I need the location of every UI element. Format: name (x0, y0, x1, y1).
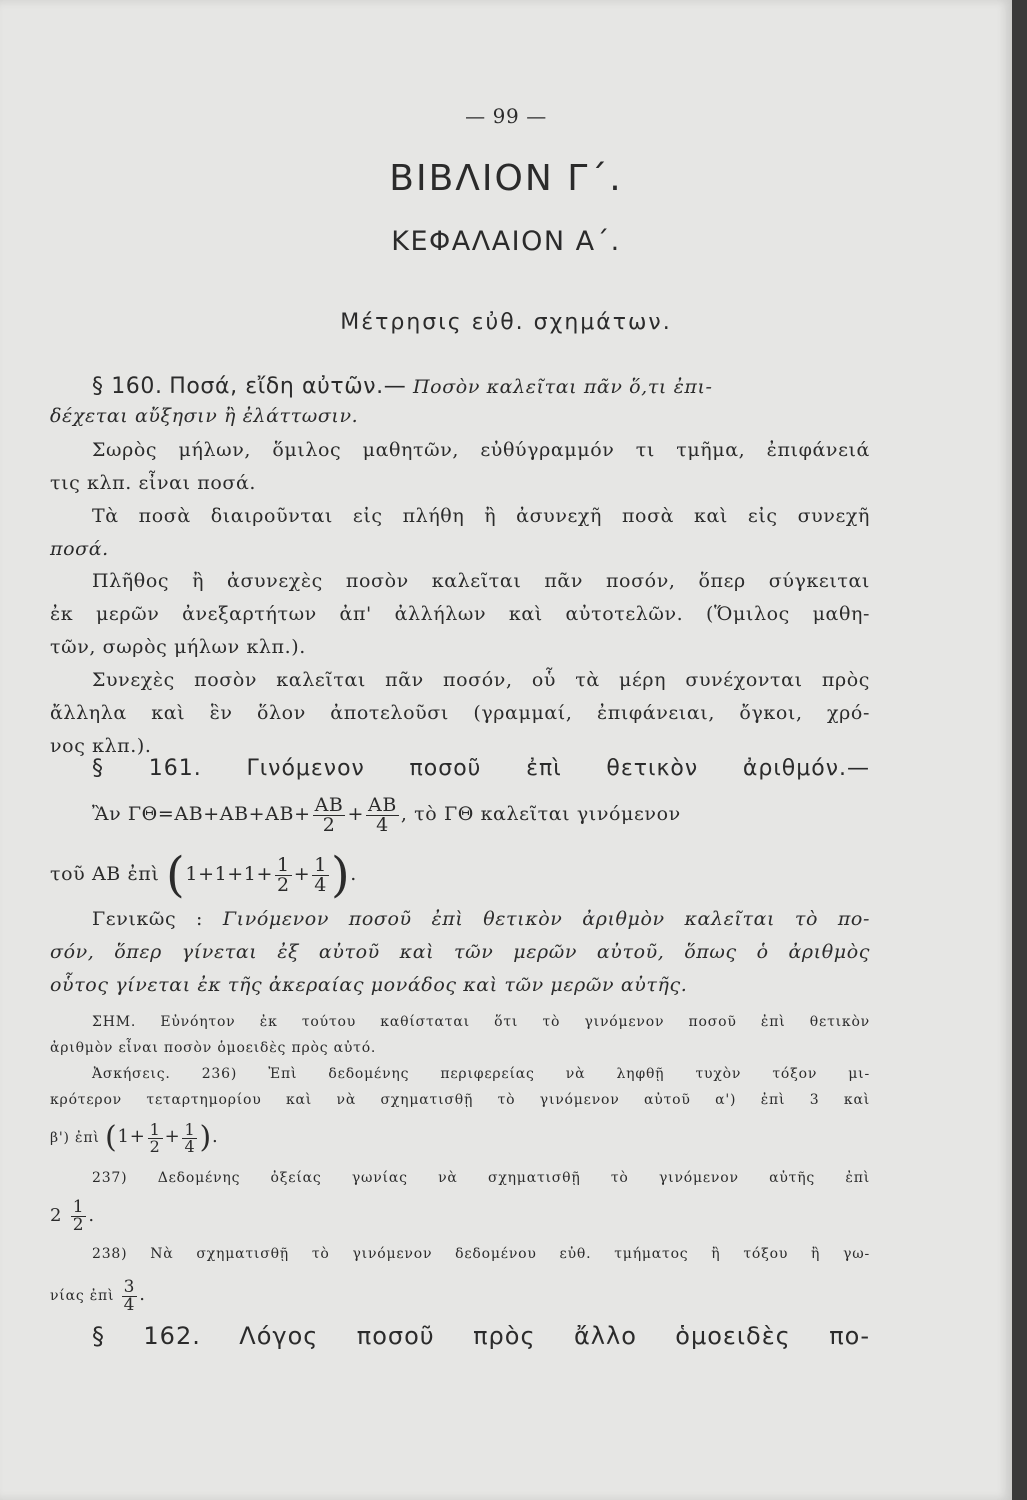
plus-sign: + (347, 803, 365, 825)
paragraph-line: Τὰ ποσὰ διαιροῦνται εἰς πλήθη ἢ ἀσυνεχῆ ποσὰ καὶ εἰς συνεχῆ (92, 505, 870, 527)
plus-sign: + (293, 863, 311, 885)
page-edge-shadow (1012, 0, 1027, 1500)
equation-inner: 1+1+1+ (185, 863, 273, 885)
exercise-236-line: Ἀσκήσεις. 236) Ἐπὶ δεδομένης περιφερείας νὰ ληφθῇ τυχὸν τόξον μι- (92, 1066, 870, 1082)
section-160-text: Ποσὸν καλεῖται πᾶν ὅ,τι ἐπι- (413, 376, 713, 398)
paragraph-line: δέχεται αὔξησιν ἢ ἐλάττωσιν. (50, 405, 359, 427)
book-title: ΒΙΒΛΙΟΝ Γ΄. (389, 158, 623, 199)
fraction-1-4: $\frac{1}{4}$ (184, 1119, 196, 1156)
section-162-number: § 162. (92, 1322, 201, 1350)
section-161-heading-line (92, 756, 870, 781)
paragraph-line: τῶν, σωρὸς μήλων κλπ.). (50, 636, 306, 658)
section-160-heading-line (92, 374, 870, 399)
paragraph-line: νος κλπ.). (50, 735, 152, 757)
period: . (211, 1126, 219, 1147)
exercise-238-fraction-line (50, 1270, 870, 1320)
period: . (350, 863, 357, 885)
left-paren: ( (166, 847, 186, 903)
right-paren: ) (199, 1120, 212, 1155)
page-number: — 99 — (465, 104, 547, 128)
paragraph-line: σόν, ὅπερ γίνεται ἐξ αὐτοῦ καὶ τῶν μερῶν αὐτοῦ, ὅπως ὁ ἀριθμὸς (50, 941, 870, 963)
section-162-heading-line (92, 1322, 870, 1350)
exercise-236-fraction-line (50, 1112, 870, 1162)
section-162-title: Λόγος ποσοῦ πρὸς ἄλλο ὁμοειδὲς πο- (239, 1322, 870, 1350)
paragraph-line: Σωρὸς μήλων, ὅμιλος μαθητῶν, εὐθύγραμμόν τι τμῆμα, ἐπιφάνειά (92, 439, 870, 461)
paragraph-line: ἄλληλα καὶ ἓν ὅλον ἀποτελοῦσι (γραμμαί, ἐπιφάνειαι, ὄγκοι, χρό- (50, 702, 870, 724)
exercise-238-text: νίας ἐπὶ (50, 1288, 115, 1304)
left-paren: ( (104, 1120, 118, 1155)
plus-sign: + (129, 1126, 146, 1147)
whole-one: 1 (117, 1126, 130, 1147)
section-160-title: Ποσά, εἴδη αὐτῶν.— (169, 374, 407, 399)
paragraph-line: Συνεχὲς ποσὸν καλεῖται πᾶν ποσόν, οὗ τὰ μέρη συνέχονται πρὸς (92, 669, 870, 691)
right-paren: ) (330, 847, 351, 903)
fraction-1-2: $\frac{1}{2}$ (277, 853, 290, 896)
period: . (139, 1284, 146, 1305)
equation-line-1 (92, 784, 870, 844)
paragraph-line: οὗτος γίνεται ἐκ τῆς ἀκεραίας μονάδος καὶ τῶν μερῶν αὐτῆς. (50, 974, 688, 996)
equation-right: , τὸ ΓΘ καλεῖται γινόμενον (400, 803, 681, 825)
section-161-title: Γινόμενον ποσοῦ ἐπὶ θετικὸν ἀριθμόν.— (246, 756, 871, 781)
paragraph-line: ποσά. (50, 538, 109, 560)
period: . (88, 1205, 95, 1226)
note-line: ἀριθμὸν εἶναι ποσὸν ὁμοειδὲς πρὸς αὐτό. (50, 1040, 377, 1056)
fraction-1-4: $\frac{1}{4}$ (314, 853, 327, 896)
paragraph-line: ἐκ μερῶν ἀνεξαρτήτων ἀπ' ἀλλήλων καὶ αὐτοτελῶν. (Ὅμιλος μαθη- (50, 603, 870, 625)
generalization-label: Γενικῶς : (92, 908, 204, 930)
fraction-ab-4: $\frac{AB}{4}$ (368, 793, 397, 836)
equation-line-2 (50, 842, 870, 906)
fraction-1-2: $\frac{1}{2}$ (72, 1196, 85, 1235)
note-line: ΣΗΜ. Εὐνόητον ἐκ τούτου καθίσταται ὅτι τὸ γινόμενον ποσοῦ ἐπὶ θετικὸν (92, 1014, 870, 1030)
paragraph-line: τις κλπ. εἶναι ποσά. (50, 472, 257, 494)
equation-left: Ἂν ΓΘ=ΑΒ+ΑΒ+ΑΒ+ (92, 803, 311, 825)
exercise-237-fraction-line (50, 1192, 870, 1240)
generalization-text: Γινόμενον ποσοῦ ἐπὶ θετικὸν ἀριθμὸν καλεῖται τὸ πο- (222, 908, 870, 930)
equation-prefix: τοῦ ΑΒ ἐπὶ (50, 863, 160, 885)
exercise-236-part-b: β') ἐπὶ (50, 1130, 100, 1146)
exercise-236-line: κρότερον τεταρτημορίου καὶ νὰ σχηματισθῇ τὸ γινόμενον αὐτοῦ α') ἐπὶ 3 καὶ (50, 1092, 870, 1108)
section-160-number: § 160. (92, 374, 163, 399)
plus-sign: + (164, 1126, 181, 1147)
paragraph-line: Πλῆθος ἢ ἀσυνεχὲς ποσὸν καλεῖται πᾶν ποσόν, ὅπερ σύγκειται (92, 570, 870, 592)
section-161-number: § 161. (92, 756, 202, 781)
fraction-1-2: $\frac{1}{2}$ (149, 1119, 161, 1156)
generalization-line (92, 908, 870, 930)
fraction-3-4: $\frac{3}{4}$ (123, 1276, 136, 1315)
chapter-title: ΚΕΦΑΛΑΙΟΝ Α΄. (391, 226, 621, 257)
fraction-ab-2: $\frac{AB}{2}$ (314, 793, 344, 836)
exercise-238-line: 238) Νὰ σχηματισθῇ τὸ γινόμενον δεδομένου εὐθ. τμήματος ἢ τόξου ἢ γω- (92, 1246, 870, 1262)
exercise-237-line: 237) Δεδομένης ὀξείας γωνίας νὰ σχηματισθῇ τὸ γινόμενον αὐτῆς ἐπὶ (92, 1170, 870, 1186)
section-subtitle: Μέτρησις εὐθ. σχημάτων. (340, 310, 672, 335)
whole-two: 2 (50, 1205, 63, 1226)
